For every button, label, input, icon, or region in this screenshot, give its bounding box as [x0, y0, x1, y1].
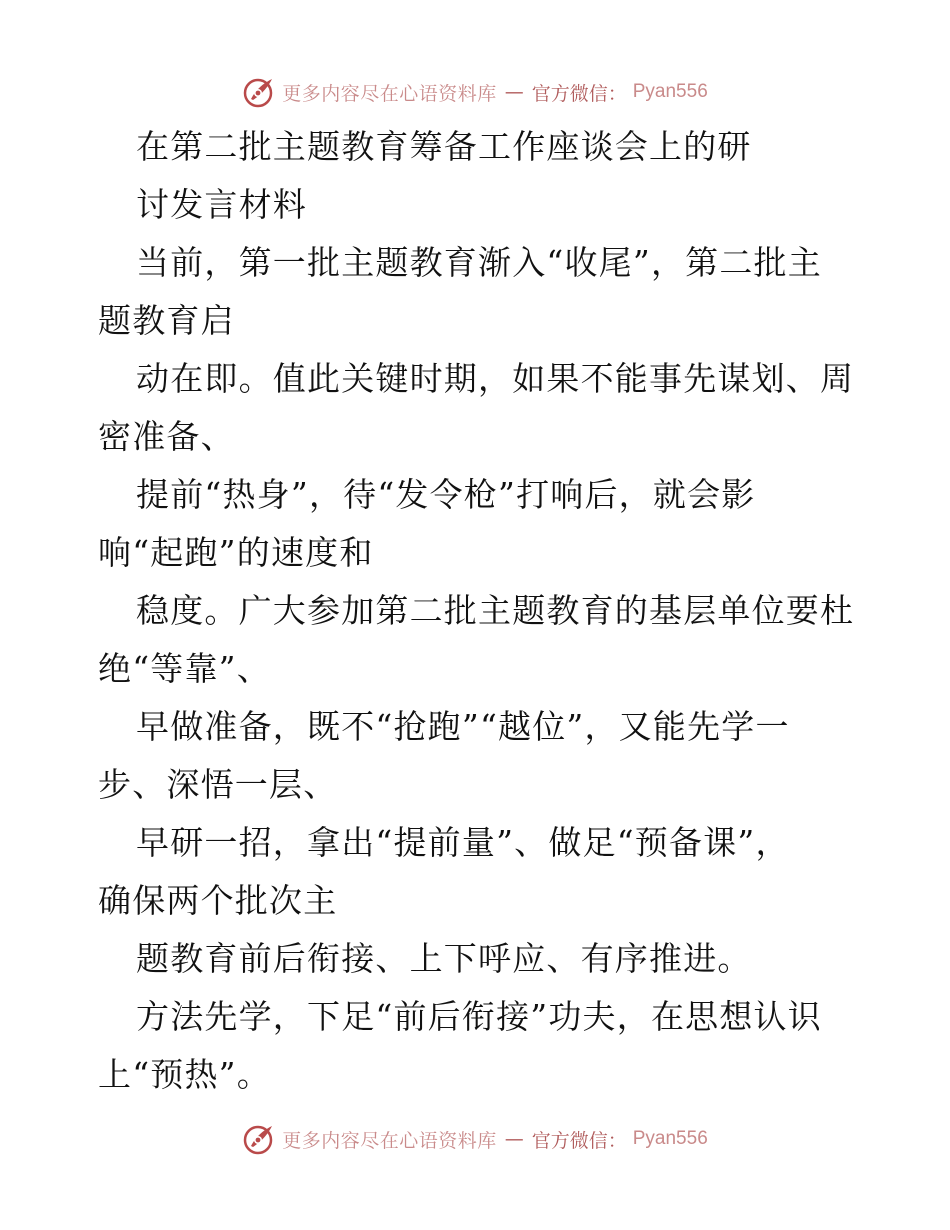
text-line: 绝“等靠”、	[98, 649, 271, 688]
text-line: 提前“热身”，待“发令枪”打响后，就会影	[136, 475, 756, 514]
footer-watermark	[0, 1119, 950, 1159]
quill-logo-icon	[242, 1122, 276, 1156]
text-line: 当前，第一批主题教育渐入“收尾”，第二批主	[136, 243, 822, 282]
text-line: 确保两个批次主	[98, 881, 338, 920]
watermark-wechat-id: Pyan556	[632, 1128, 708, 1149]
text-line: 题教育前后衔接、上下呼应、有序推进。	[136, 939, 752, 978]
text-line: 早研一招，拿出“提前量”、做足“预备课”，	[136, 823, 790, 862]
text-line: 稳度。广大参加第二批主题教育的基层单位要杜	[136, 591, 855, 630]
watermark-wechat-id: Pyan556	[632, 81, 708, 102]
document-body	[98, 118, 858, 1104]
watermark-wechat-label: 官方微信：	[531, 82, 627, 105]
text-line: 上“预热”。	[98, 1055, 271, 1094]
text-line: 步、深悟一层、	[98, 765, 338, 804]
text-line: 密准备、	[98, 417, 235, 456]
text-line: 响“起跑”的速度和	[98, 533, 374, 572]
watermark-dash: —	[504, 1128, 524, 1150]
text-line: 早做准备，既不“抢跑”“越位”，又能先学一	[136, 707, 790, 746]
text-line: 方法先学，下足“前后衔接”功夫，在思想认识	[136, 997, 822, 1036]
watermark-dash: —	[504, 81, 524, 103]
text-line: 在第二批主题教育筹备工作座谈会上的研	[136, 127, 752, 166]
header-watermark	[0, 72, 950, 112]
quill-logo-icon	[242, 75, 276, 109]
watermark-wechat-label: 官方微信：	[531, 1129, 627, 1152]
text-line: 讨发言材料	[136, 185, 307, 224]
text-line: 题教育启	[98, 301, 235, 340]
watermark-text: 更多内容尽在心语资料库	[282, 1129, 497, 1152]
text-line: 动在即。值此关键时期，如果不能事先谋划、周	[136, 359, 855, 398]
watermark-text: 更多内容尽在心语资料库	[282, 82, 497, 105]
